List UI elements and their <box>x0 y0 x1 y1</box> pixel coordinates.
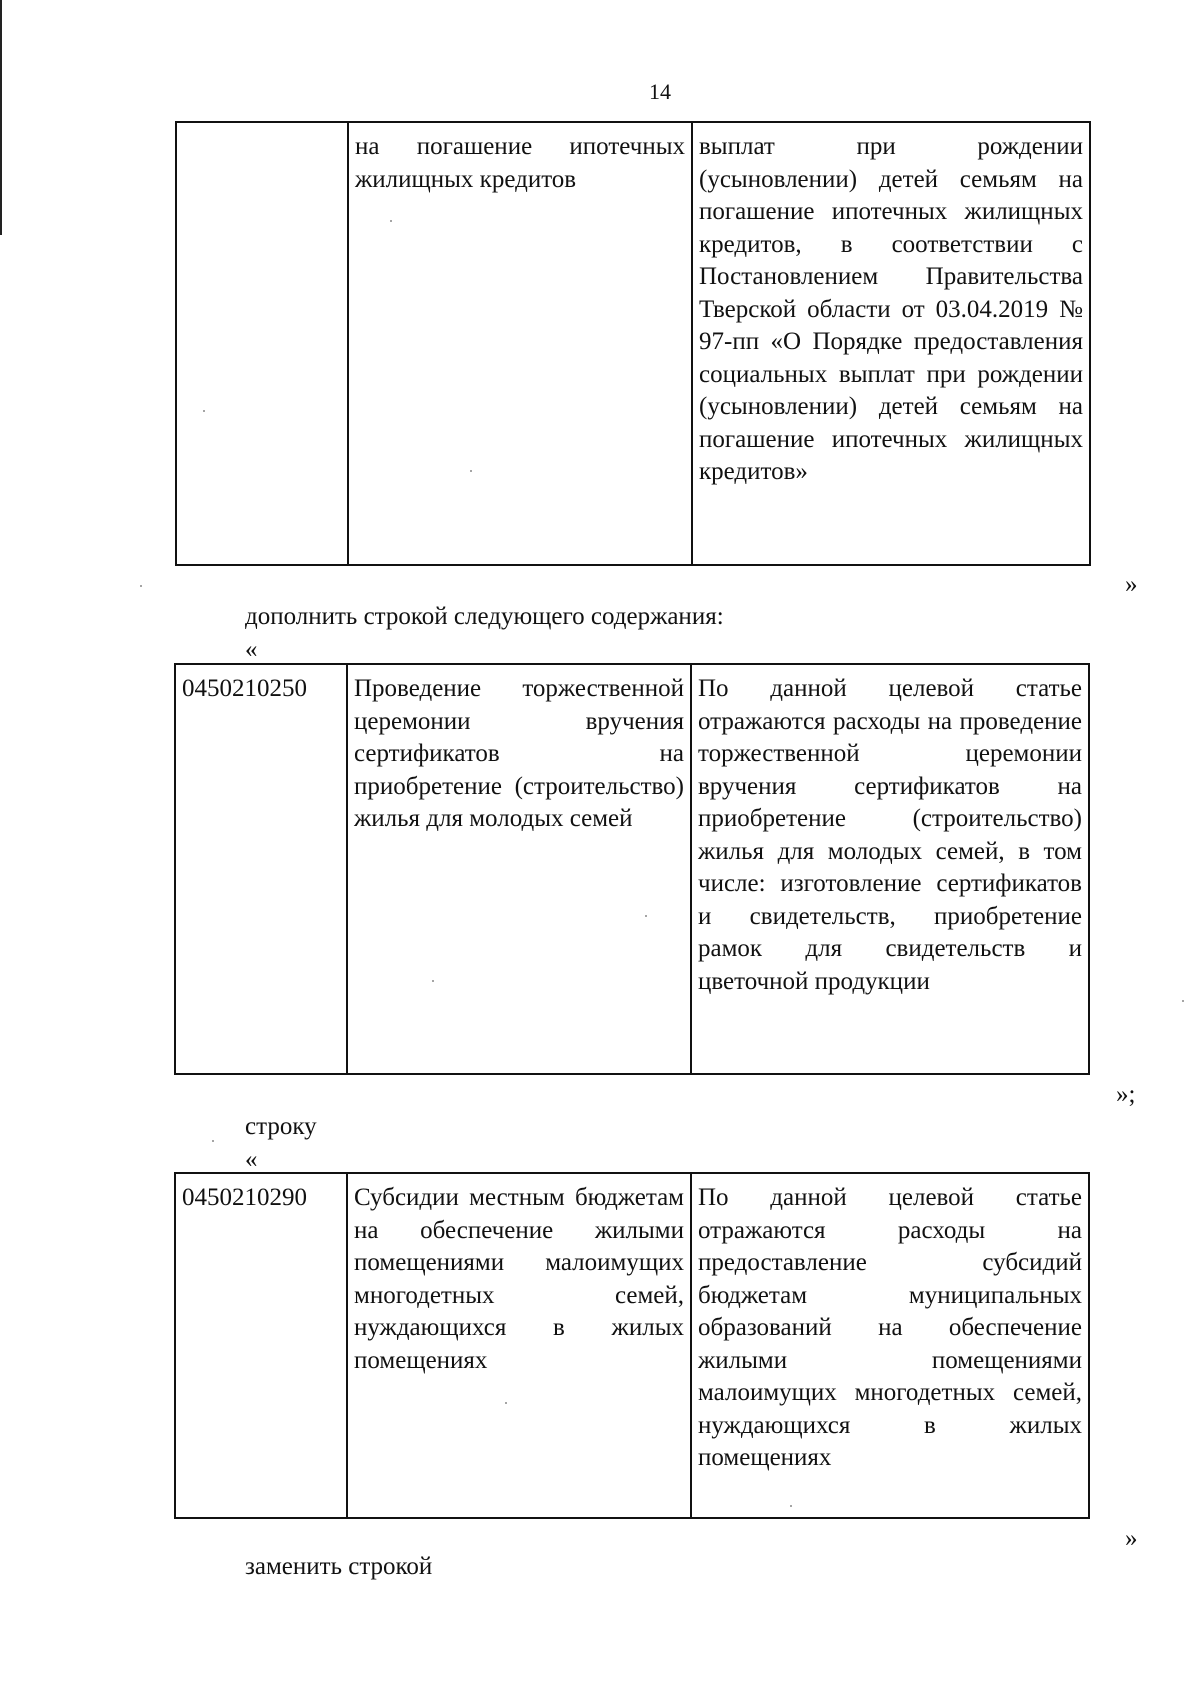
code-cell <box>176 122 348 565</box>
name-cell: Субсидии местным бюджетам на обеспечение жилыми помещениями малоимущих многодетных семей, нуждающихся в жилых помещениях <box>347 1173 691 1518</box>
scan-speck <box>140 585 142 587</box>
instruction-replace: заменить строкой <box>245 1553 433 1580</box>
opening-quote: « <box>245 1146 258 1173</box>
description-cell: По данной целевой статье отражаются расходы на проведение торжественной церемонии вручения сертификатов на приобретение (строительство) жилья для молодых семей, в том числе: изготовление сертификатов и свидетельств, приобретение рамок для свидетельств и цветочной продукции <box>691 664 1089 1074</box>
closing-quote: »; <box>1116 1081 1136 1108</box>
table-row <box>175 1173 1089 1518</box>
budget-table-replaced-row <box>174 1172 1090 1519</box>
scan-speck <box>1182 1000 1184 1002</box>
opening-quote: « <box>245 636 258 663</box>
instruction-add-row: дополнить строкой следующего содержания: <box>245 603 724 630</box>
scan-speck <box>470 470 472 472</box>
name-cell: Проведение торжественной церемонии вручения сертификатов на приобретение (строительство) жилья для молодых семей <box>347 664 691 1074</box>
scan-edge-line <box>0 0 2 235</box>
table-row <box>175 664 1089 1074</box>
scan-speck <box>390 220 392 222</box>
description-cell: выплат при рождении (усыновлении) детей семьям на погашение ипотечных жилищных кредитов, в соответствии с Постановлением Правительства Тверской области от 03.04.2019 № 97-пп «О Порядке предоставления социальных выплат при рождении (усыновлении) детей семьям на погашение ипотечных жилищных кредитов» <box>692 122 1090 565</box>
code-cell: 0450210290 <box>175 1173 347 1518</box>
code-cell: 0450210250 <box>175 664 347 1074</box>
scan-speck <box>432 980 434 982</box>
closing-quote: » <box>1125 1525 1138 1552</box>
budget-table-new-row <box>174 663 1090 1075</box>
budget-table-continuation <box>175 121 1091 566</box>
instruction-row-label: строку <box>245 1113 317 1140</box>
scan-speck <box>212 1140 214 1142</box>
scan-speck <box>203 410 205 412</box>
scan-speck <box>790 1505 792 1507</box>
closing-quote: » <box>1125 571 1138 598</box>
scan-speck <box>645 915 647 917</box>
page-number: 14 <box>649 79 671 104</box>
description-cell: По данной целевой статье отражаются расходы на предоставление субсидий бюджетам муниципальных образований на обеспечение жилыми помещениями малоимущих многодетных семей, нуждающихся в жилых помещениях <box>691 1173 1089 1518</box>
name-cell: на погашение ипотечных жилищных кредитов <box>348 122 692 565</box>
table-row <box>176 122 1090 565</box>
scan-speck <box>505 1402 507 1404</box>
